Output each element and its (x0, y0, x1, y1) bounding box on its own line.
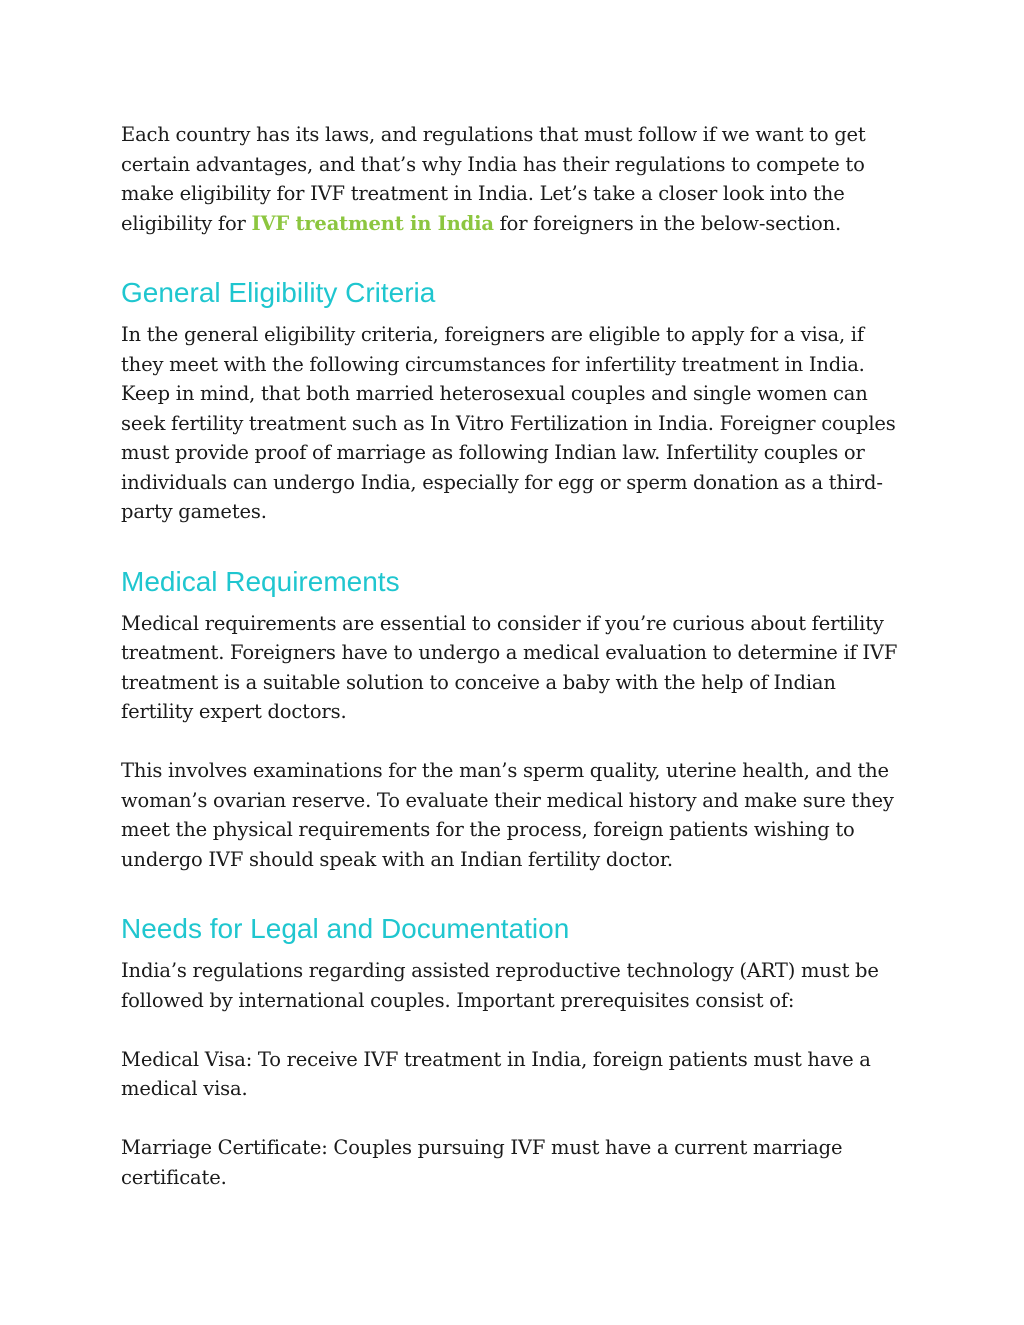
medical-visa-paragraph: Medical Visa: To receive IVF treatment in India, foreign patients must have a medical visa. (121, 1047, 871, 1100)
intro-paragraph (121, 120, 911, 238)
legal-documentation-paragraph-1: India’s regulations regarding assisted reproductive technology (ART) must be followed by international couples. Important prerequisites consist of: (121, 959, 879, 1012)
intro-text-before: Each country has its laws, and regulations that must follow if we want to get certain advantages, and that’s why India has their regulations to compete to make eligibility for IVF treatment in India. Let’s take a closer look into the eligibility for (121, 123, 866, 235)
medical-requirements-paragraph-2: This involves examinations for the man’s sperm quality, uterine health, and the woman’s ovarian reserve. To evaluate their medical history and make sure they meet the physical requirements for the process, foreign patients wishing to undergo IVF should speak with an Indian fertility doctor. (121, 759, 894, 871)
general-eligibility-paragraph: In the general eligibility criteria, foreigners are eligible to apply for a visa, if they meet with the following circumstances for infertility treatment in India. Keep in mind, that both married heterosexual couples and single women can seek fertility treatment such as In Vitro Fertilization in India. Foreigner couples must provide proof of marriage as following Indian law. Infertility couples or individuals can undergo India, especially for egg or sperm donation as a third-party gametes. (121, 323, 896, 523)
heading-general-eligibility: General Eligibility Criteria (121, 277, 436, 308)
intro-text-after: for foreigners in the below-section. (493, 211, 842, 235)
heading-medical-requirements: Medical Requirements (121, 565, 400, 597)
heading-legal-documentation: Needs for Legal and Documentation (121, 913, 570, 944)
ivf-treatment-link[interactable]: IVF treatment in India (251, 211, 494, 235)
medical-requirements-paragraph-1: Medical requirements are essential to consider if you’re curious about fertility treatment. Foreigners have to undergo a medical evaluation to determine if IVF treatment is a suitable solution to conceive a baby with the help of Indian fertility expert doctors. (121, 611, 898, 723)
document-page (121, 120, 911, 1192)
marriage-certificate-paragraph: Marriage Certificate: Couples pursuing IVF must have a current marriage certificate. (121, 1136, 843, 1189)
